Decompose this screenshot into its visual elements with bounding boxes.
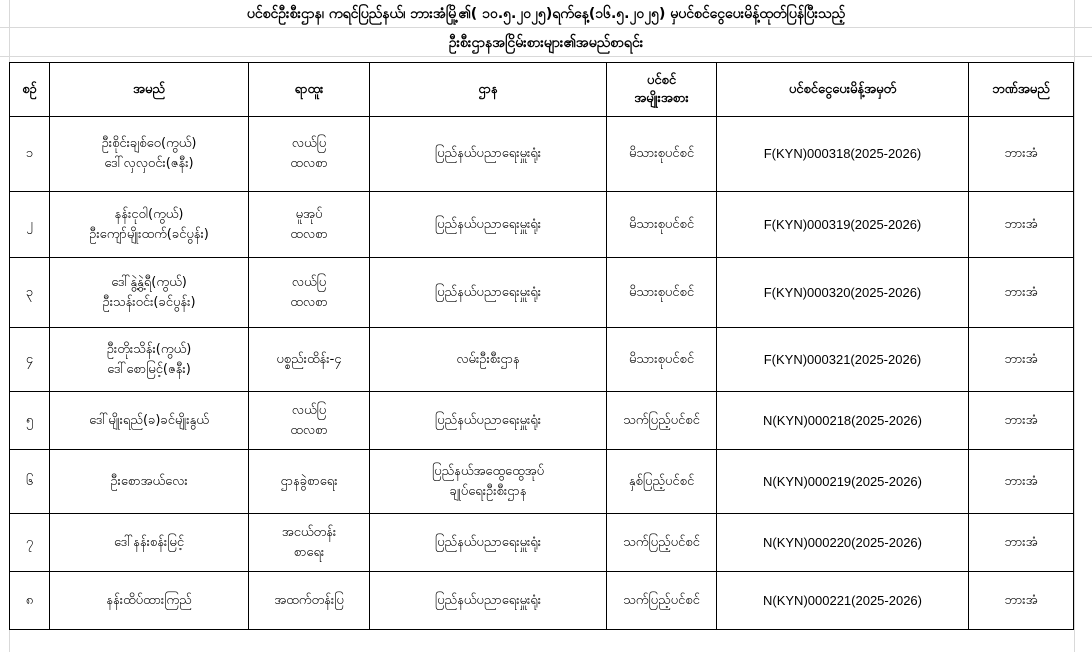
header-order-no: ပင်စင်ငွေပေးမိန့်အမှတ် — [717, 63, 969, 117]
pension-type-text: မိသားစုပင်စင် — [628, 146, 695, 161]
cell-bank — [969, 258, 1074, 328]
rank-line1: မူအုပ် — [295, 206, 323, 222]
pension-type-text: မိသားစုပင်စင် — [628, 216, 695, 232]
cell-order-no — [717, 392, 969, 450]
pension-type-text: သက်ပြည့်ပင်စင် — [623, 412, 700, 428]
table-header-row — [10, 63, 1074, 117]
cell-pension-type — [607, 514, 717, 572]
rank-line1: လယ်ပြ — [291, 136, 327, 151]
grid-line — [1074, 0, 1075, 652]
row-number: ၁ — [25, 146, 34, 161]
cell-no — [10, 514, 50, 572]
cell-department — [370, 514, 607, 572]
pension-type-text: သက်ပြည့်ပင်စင် — [623, 534, 700, 550]
table-row — [10, 328, 1074, 392]
name-line1: ဒေါ်နန်းစန်းမြင့် — [113, 534, 185, 550]
cell-name — [50, 450, 249, 514]
table-row — [10, 450, 1074, 514]
rank-line2: ထလစာ — [290, 156, 328, 171]
row-number: ၈ — [25, 592, 34, 608]
cell-order-no — [717, 192, 969, 258]
cell-name — [50, 514, 249, 572]
rank-line1: အငယ်တန်း — [281, 524, 337, 540]
rank-line1: ဌာနခွဲစာရေး — [280, 473, 338, 489]
bank-name-text: ဘားအံ — [1004, 146, 1038, 161]
order-number-text: F(KYN)000319(2025-2026) — [763, 216, 922, 232]
pension-type-text: မိသားစုပင်စင် — [628, 284, 695, 300]
header-pension-type — [607, 63, 717, 117]
cell-name — [50, 572, 249, 630]
cell-no — [10, 117, 50, 192]
name-line1: နန်းငုဝါ(ကွယ်) — [114, 206, 184, 222]
name-line1: ဒေါ်မျိုးရည်(ခ)ခင်မျိုးနွယ် — [89, 412, 209, 428]
header-no: စဉ် — [10, 63, 50, 117]
header-rank: ရာထူး — [249, 63, 370, 117]
name-line1: ဦးစိုင်းချစ်ဝေ(ကွယ်) — [101, 136, 197, 151]
department-line1: ပြည်နယ်ပညာရေးမှူးရုံး — [434, 592, 542, 608]
bank-name-text: ဘားအံ — [1004, 412, 1038, 428]
name-line2: ဒေါ်လှလှဝင်း(ဇနီး) — [104, 156, 194, 171]
cell-order-no — [717, 117, 969, 192]
cell-department — [370, 192, 607, 258]
rank-line2: ထလစာ — [290, 422, 328, 438]
department-line1: ပြည်နယ်ပညာရေးမှူးရုံး — [434, 412, 542, 428]
grid-line — [0, 56, 1092, 57]
cell-department — [370, 450, 607, 514]
cell-department — [370, 328, 607, 392]
table-row — [10, 392, 1074, 450]
row-number: ၂ — [26, 216, 33, 232]
cell-no — [10, 328, 50, 392]
order-number-text: N(KYN)000219(2025-2026) — [763, 473, 922, 489]
cell-rank — [249, 450, 370, 514]
cell-order-no — [717, 572, 969, 630]
table-row — [10, 192, 1074, 258]
name-line1: ဦးစောအယ်လေး — [110, 473, 188, 489]
table-row — [10, 258, 1074, 328]
cell-no — [10, 572, 50, 630]
department-line1: ပြည်နယ်ပညာရေးမှူးရုံး — [434, 146, 542, 161]
cell-rank — [249, 572, 370, 630]
cell-name — [50, 392, 249, 450]
cell-pension-type — [607, 392, 717, 450]
cell-name — [50, 117, 249, 192]
name-line2: ဦးကျော်မျိုးထက်(ခင်ပွန်း) — [89, 226, 209, 242]
name-line2: ဦးသန်းဝင်း(ခင်ပွန်း) — [102, 294, 196, 310]
order-number-text: F(KYN)000318(2025-2026) — [763, 146, 922, 161]
cell-rank — [249, 192, 370, 258]
pension-type-text: သက်ပြည့်ပင်စင် — [623, 592, 700, 608]
cell-department — [370, 392, 607, 450]
cell-name — [50, 192, 249, 258]
cell-pension-type — [607, 450, 717, 514]
cell-order-no — [717, 258, 969, 328]
cell-bank — [969, 450, 1074, 514]
cell-rank — [249, 117, 370, 192]
rank-line1: လယ်ပြ — [291, 274, 327, 290]
cell-bank — [969, 572, 1074, 630]
bank-name-text: ဘားအံ — [1004, 284, 1038, 300]
cell-rank — [249, 328, 370, 392]
name-line1: ဒေါ်နွဲ့နွဲ့ရီ(ကွယ်) — [111, 274, 187, 290]
cell-name — [50, 328, 249, 392]
bank-name-text: ဘားအံ — [1004, 473, 1038, 489]
rank-line1: ပစ္စည်းထိန်း-၄ — [276, 351, 342, 367]
rank-line2: ထလစာ — [290, 226, 328, 242]
department-line1: ပြည်နယ်ပညာရေးမှူးရုံး — [434, 534, 542, 550]
pension-table — [9, 62, 1074, 630]
cell-pension-type — [607, 328, 717, 392]
department-line1: လမ်းဦးစီးဌာန — [456, 351, 520, 367]
row-number: ၇ — [25, 534, 34, 550]
order-number-text: N(KYN)000221(2025-2026) — [763, 592, 922, 608]
header-pension-type-line1: ပင်စင် — [646, 72, 677, 88]
cell-no — [10, 258, 50, 328]
cell-no — [10, 392, 50, 450]
grid-line — [0, 27, 1092, 28]
cell-bank — [969, 192, 1074, 258]
department-line1: ပြည်နယ်ပညာရေးမှူးရုံး — [434, 216, 542, 232]
cell-no — [10, 450, 50, 514]
rank-line2: စာရေး — [293, 544, 325, 560]
row-number: ၄ — [25, 351, 34, 367]
document-title: ပင်စင်ဦးစီးဌာန၊ ကရင်ပြည်နယ်၊ ဘားအံမြို့၏( ၁၀.၅.၂၀၂၅)ရက်နေ့(၁၆.၅.၂၀၂၅) မှပင်စင်ငွေပေးမိန့်ထုတ်ပြန်ပြီးသည့် — [246, 6, 846, 22]
cell-pension-type — [607, 258, 717, 328]
bank-name-text: ဘားအံ — [1004, 592, 1038, 608]
cell-rank — [249, 514, 370, 572]
order-number-text: F(KYN)000320(2025-2026) — [763, 284, 922, 300]
cell-bank — [969, 328, 1074, 392]
row-number: ၃ — [25, 284, 34, 300]
cell-no — [10, 192, 50, 258]
rank-line2: ထလစာ — [290, 294, 328, 310]
cell-department — [370, 117, 607, 192]
name-line1: နန်းထိပ်ထားကြည် — [106, 592, 192, 608]
cell-order-no — [717, 328, 969, 392]
cell-order-no — [717, 450, 969, 514]
cell-order-no — [717, 514, 969, 572]
document-subtitle: ဦးစီးဌာနအငြိမ်းစားများ၏အမည်စာရင်း — [448, 35, 644, 51]
table-row — [10, 117, 1074, 192]
row-number: ၅ — [25, 412, 34, 428]
row-number: ၆ — [25, 473, 34, 489]
header-bank: ဘဏ်အမည် — [969, 63, 1074, 117]
cell-bank — [969, 514, 1074, 572]
cell-rank — [249, 392, 370, 450]
order-number-text: N(KYN)000218(2025-2026) — [763, 412, 922, 428]
rank-line1: အထက်တန်းပြ — [274, 592, 344, 608]
bank-name-text: ဘားအံ — [1004, 351, 1038, 367]
table-row — [10, 572, 1074, 630]
cell-pension-type — [607, 572, 717, 630]
name-line2: ဒေါ်စောမြင့်(ဇနီး) — [107, 361, 191, 377]
cell-name — [50, 258, 249, 328]
cell-department — [370, 258, 607, 328]
bank-name-text: ဘားအံ — [1004, 216, 1038, 232]
cell-pension-type — [607, 192, 717, 258]
header-name: အမည် — [50, 63, 249, 117]
cell-department — [370, 572, 607, 630]
cell-rank — [249, 258, 370, 328]
pension-type-text: မိသားစုပင်စင် — [628, 351, 695, 367]
cell-pension-type — [607, 117, 717, 192]
pension-type-text: နှစ်ပြည့်ပင်စင် — [628, 473, 695, 489]
department-line2: ချုပ်ရေးဦးစီးဌာန — [449, 483, 527, 499]
department-line1: ပြည်နယ်ပညာရေးမှူးရုံး — [434, 284, 542, 300]
header-department: ဌာန — [370, 63, 607, 117]
bank-name-text: ဘားအံ — [1004, 534, 1038, 550]
cell-bank — [969, 392, 1074, 450]
order-number-text: N(KYN)000220(2025-2026) — [763, 534, 922, 550]
cell-bank — [969, 117, 1074, 192]
rank-line1: လယ်ပြ — [291, 402, 327, 418]
header-pension-type-line2: အမျိုးအစား — [634, 90, 689, 106]
name-line1: ဦးတိုးသိန်း(ကွယ်) — [106, 341, 192, 357]
department-line1: ပြည်နယ်အထွေထွေအုပ် — [431, 463, 545, 479]
order-number-text: F(KYN)000321(2025-2026) — [763, 351, 922, 367]
table-row — [10, 514, 1074, 572]
